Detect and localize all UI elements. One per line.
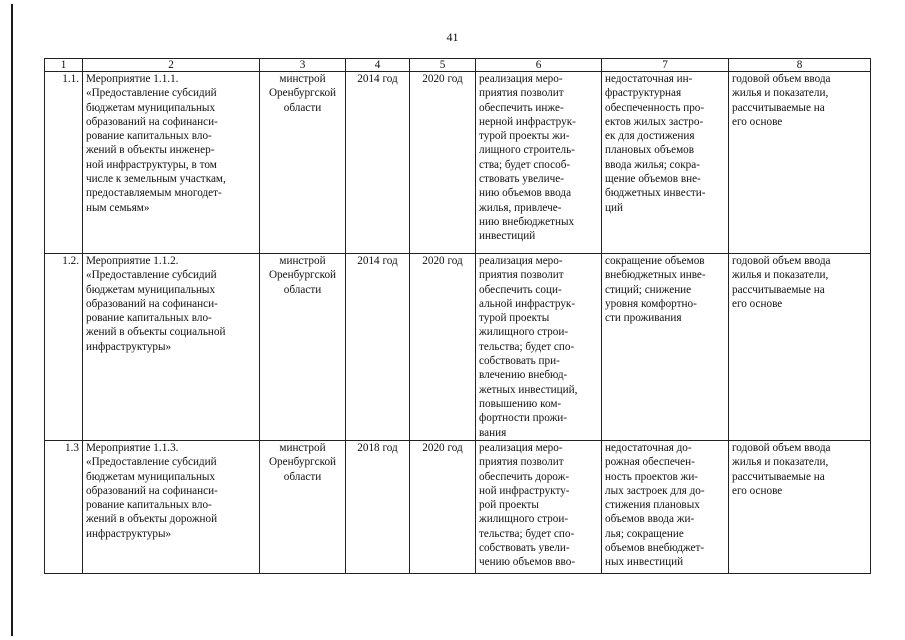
end-year-cell: 2020 год [410,72,476,254]
page-edge-line [11,4,13,636]
expected-result-cell: реализация меро- приятия позволит обеспечить дорож- ной инфраструкту- рой проекты жилищного строи- тельства; будет спо- собствовать увели- чению объемов вво- [476,441,602,574]
expected-result-cell: реализация меро- приятия позволит обеспечить инже- нерной инфраструк- турой проекты жи- лищного строитель- ства; будет способ- ствовать увеличе- нию объемов ввода жилья, привлече- нию внебюджетных инвестиций [476,72,602,254]
consequences-cell: недостаточная до- рожная обеспечен- ность проектов жи- лых застроек для до- стижения плановых объемов ввода жи- лья; сокращение объемов внебюджет- ных инвестиций [602,441,729,574]
end-year-cell: 2020 год [410,254,476,441]
table-row [45,254,871,441]
row-number: 1.2. [45,254,83,441]
executor-cell: минстрой Оренбургской области [260,72,346,254]
table-header-row [45,59,871,72]
row-number: 1.1. [45,72,83,254]
start-year-cell: 2014 год [346,72,410,254]
page-number: 41 [446,30,459,44]
indicators-cell: годовой объем ввода жилья и показатели, рассчитываемые на его основе [729,254,871,441]
consequences-cell: недостаточная ин- фраструктурная обеспеченность про- ектов жилых застро- ек для достижения плановых объемов ввода жилья; сокра- щение объемов вне- бюджетных инвести- ций [602,72,729,254]
end-year-cell: 2020 год [410,441,476,574]
event-name-cell: Мероприятие 1.1.2. «Предоставление субсидий бюджетам муниципальных образований на софинанси- рование капитальных вло- жений в объекты социальной инфраструктуры» [83,254,260,441]
header-cell: 7 [602,59,729,72]
start-year-cell: 2014 год [346,254,410,441]
row-number: 1.3 [45,441,83,574]
start-year-cell: 2018 год [346,441,410,574]
header-cell: 5 [410,59,476,72]
header-cell: 6 [476,59,602,72]
indicators-cell: годовой объем ввода жилья и показатели, рассчитываемые на его основе [729,441,871,574]
table-row [45,72,871,254]
header-cell: 3 [260,59,346,72]
header-cell: 1 [45,59,83,72]
expected-result-cell: реализация меро- приятия позволит обеспечить соци- альной инфраструк- турой проекты жилищного строи- тельства; будет спо- собствовать при- влечению внебюд- жетных инвестиций, повышению ком- фортности прожи- вания [476,254,602,441]
header-cell: 4 [346,59,410,72]
event-name-cell: Мероприятие 1.1.1. «Предоставление субсидий бюджетам муниципальных образований на софинанси- рование капитальных вло- жений в объекты инженер- ной инфраструктуры, в том числе к земельным участкам, предоставляемым многодет- ным семьям» [83,72,260,254]
header-cell: 2 [83,59,260,72]
program-events-table [44,58,871,574]
executor-cell: минстрой Оренбургской области [260,254,346,441]
executor-cell: минстрой Оренбургской области [260,441,346,574]
indicators-cell: годовой объем ввода жилья и показатели, рассчитываемые на его основе [729,72,871,254]
event-name-cell: Мероприятие 1.1.3. «Предоставление субсидий бюджетам муниципальных образований на софинанси- рование капитальных вло- жений в объекты дорожной инфраструктуры» [83,441,260,574]
consequences-cell: сокращение объемов внебюджетных инве- стиций; снижение уровня комфортно- сти проживания [602,254,729,441]
header-cell: 8 [729,59,871,72]
table-row [45,441,871,574]
